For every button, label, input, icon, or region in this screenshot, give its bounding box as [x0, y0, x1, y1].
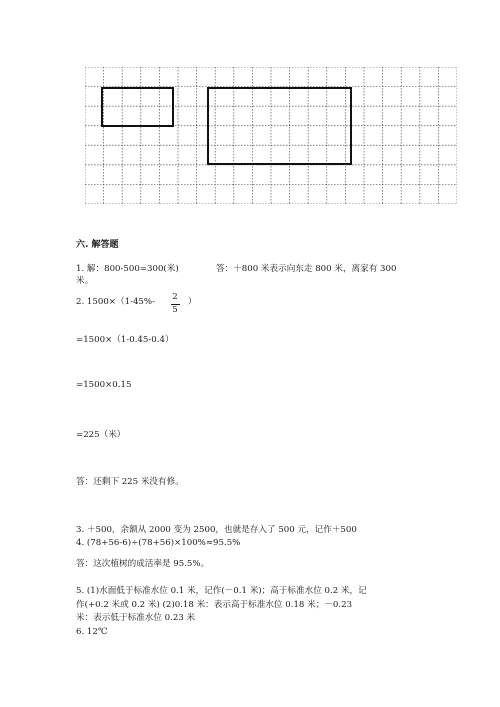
- q2-line-a-suffix: ）: [188, 297, 197, 307]
- q1-answer: 答：＋800 米表示向东走 800 米，离家有 300: [216, 264, 397, 274]
- fraction-denominator: 5: [172, 305, 178, 315]
- q5-line-2: 作(+0.2 米或 0.2 米) (2)0.18 米：表示高于标准水位 0.18 米；－0.23: [76, 600, 353, 610]
- q2-answer: 答：还剩下 225 米没有修。: [76, 477, 184, 487]
- q2-line-b: =1500×（1-0.45-0.4）: [76, 335, 174, 345]
- q1-work: 1. 解：800-500=300(米): [76, 264, 179, 274]
- small-rectangle: [102, 88, 173, 126]
- q4-answer: 答：这次植树的成活率是 95.5%。: [76, 559, 210, 569]
- dotted-grid: [85, 67, 457, 204]
- q4-line: 4. (78+56-6)÷(78+56)×100%≈95.5%: [76, 538, 241, 548]
- q5-line-1: 5. (1)水面低于标准水位 0.1 米，记作(－0.1 米)；高于标准水位 0.2 米，记: [76, 586, 367, 596]
- section-title: 六. 解答题: [76, 240, 119, 250]
- q5-line-3: 米：表示低于标准水位 0.23 米: [76, 613, 196, 623]
- q2-line-a-prefix: 2. 1500×（1-45%-: [76, 297, 155, 307]
- q3-line: 3. ＋500，余额从 2000 变为 2500，也就是存入了 500 元，记作＋500: [76, 525, 357, 535]
- fraction-numerator: 2: [172, 292, 178, 302]
- q6-line: 6. 12℃: [76, 627, 108, 637]
- q2-line-c: =1500×0.15: [76, 380, 132, 390]
- q1-answer-cont: 米。: [76, 276, 94, 286]
- q2-line-d: =225（米）: [76, 430, 126, 440]
